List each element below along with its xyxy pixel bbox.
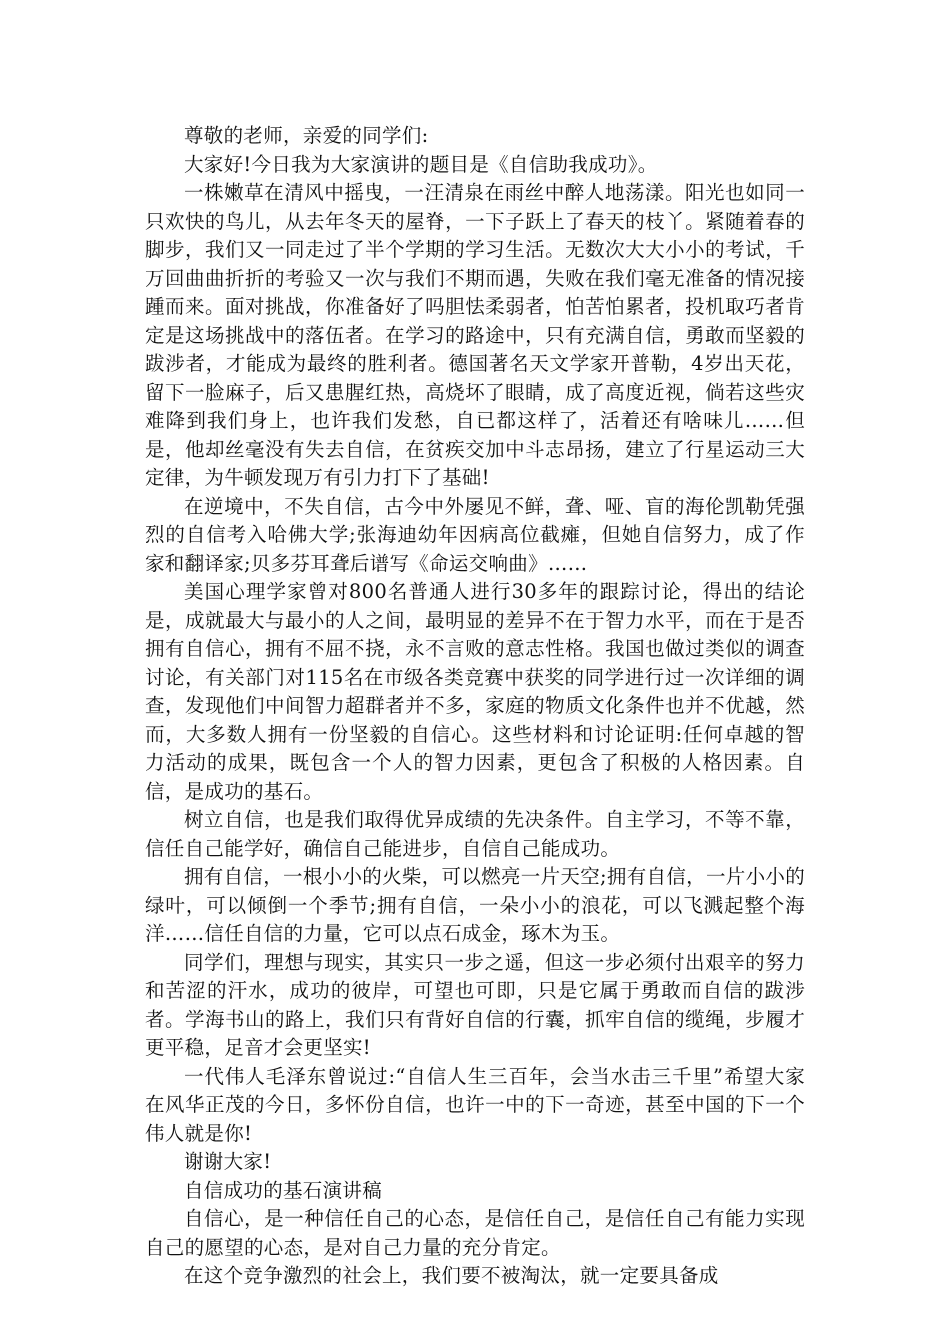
body-paragraph: 树立自信，也是我们取得优异成绩的先决条件。自主学习，不等不靠，信任自己能学好，确信自己能进步，自信自己能成功。 [145, 808, 805, 860]
body-paragraph: 自信心，是一种信任自己的心态，是信任自己，是信任自己有能力实现自己的愿望的心态，是对自己力量的充分肯定。 [145, 1207, 805, 1259]
salutation: 尊敬的老师，亲爱的同学们: [184, 124, 429, 147]
body-paragraph: 拥有自信，一根小小的火柴，可以燃亮一片天空;拥有自信，一片小小的绿叶，可以倾倒一个季节;拥有自信，一朵小小的浪花，可以飞溅起整个海洋……信任自信的力量，它可以点石成金，琢木为玉。 [145, 865, 805, 945]
body-paragraph: 美国心理学家曾对800名普通人进行30多年的跟踪讨论，得出的结论是，成就最大与最小的人之间，最明显的差异不在于智力水平，而在于是否拥有自信心，拥有不屈不挠，永不言败的意志性格。我国也做过类似的调查讨论，有关部门对115名在市级各类竞赛中获奖的同学进行过一次详细的调查，发现他们中间智力超群者并不多，家庭的物质文化条件也并不优越，然而，大多数人拥有一份坚毅的自信心。这些材料和讨论证明:任何卓越的智力活动的成果，既包含一个人的智力因素，更包含了积极的人格因素。自信，是成功的基石。 [145, 580, 805, 803]
body-paragraph: 在逆境中，不失自信，古今中外屡见不鲜，聋、哑、盲的海伦凯勒凭强烈的自信考入哈佛大学;张海迪幼年因病高位截瘫，但她自信努力，成了作家和翻译家;贝多芬耳聋后谱写《命运交响曲》…… [145, 494, 805, 575]
greeting-line: 大家好!今日我为大家演讲的题目是《自信助我成功》。 [184, 152, 658, 176]
body-paragraph: 在这个竞争激烈的社会上，我们要不被淘汰，就一定要具备成 [184, 1264, 719, 1287]
body-paragraph: 一株嫩草在清风中摇曳，一汪清泉在雨丝中醉人地荡漾。阳光也如同一只欢快的鸟儿，从去年冬天的屋脊，一下子跃上了春天的枝丫。紧随着春的脚步，我们又一同走过了半个学期的学习生活。无数次大大小小的考试，千万回曲曲折折的考验又一次与我们不期而遇，失败在我们毫无准备的情况接踵而来。面对挑战，你准备好了吗胆怯柔弱者，怕苦怕累者，投机取巧者肯定是这场挑战中的落伍者。在学习的路途中，只有充满自信，勇敢而坚毅的跋涉者，才能成为最终的胜利者。德国著名天文学家开普勒，4岁出天花，留下一脸麻子，后又患腥红热，高烧坏了眼睛，成了高度近视，倘若这些灾难降到我们身上，也许我们发愁，自已都这样了，活着还有啥味儿……但是，他却丝毫没有失去自信，在贫疾交加中斗志昂扬，建立了行星运动三大定律，为牛顿发现万有引力打下了基础! [145, 181, 805, 489]
body-paragraph: 同学们，理想与现实，其实只一步之遥，但这一步必须付出艰辛的努力和苦涩的汗水，成功的彼岸，可望也可即，只是它属于勇敢而自信的跋涉者。学海书山的路上，我们只有背好自信的行囊，抓牢自信的缆绳，步履才更平稳，足音才会更坚实! [145, 950, 805, 1059]
section-title: 自信成功的基石演讲稿 [184, 1178, 383, 1202]
document-body [145, 122, 805, 1291]
body-paragraph: 一代伟人毛泽东曾说过:“自信人生三百年，会当水击三千里”希望大家在风华正茂的今日，多怀份自信，也许一中的下一奇迹，甚至中国的下一个伟人就是你! [145, 1064, 805, 1145]
closing-line: 谢谢大家! [184, 1150, 272, 1173]
